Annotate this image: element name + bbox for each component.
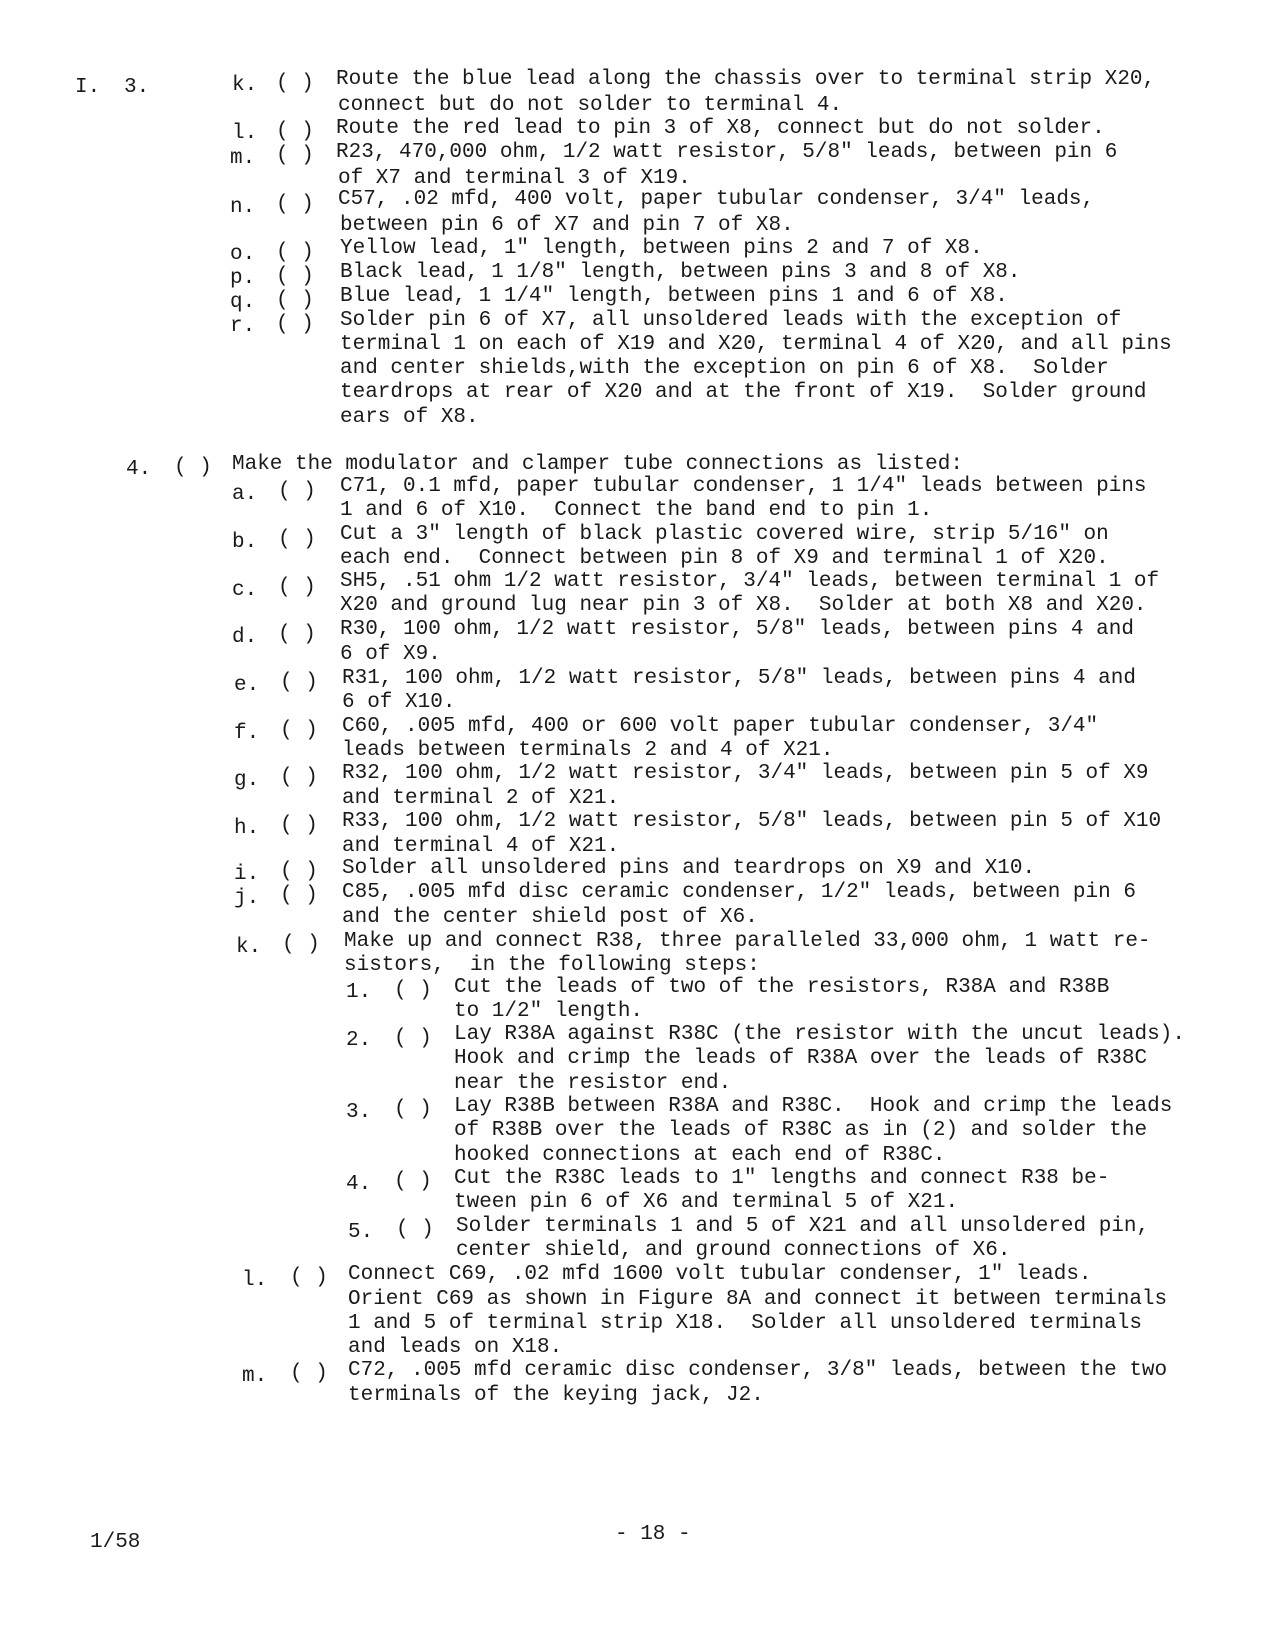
item-text-line: Route the blue lead along the chassis over to terminal strip X20, xyxy=(336,68,1156,91)
item-text-line: Orient C69 as shown in Figure 8A and connect it between terminals xyxy=(348,1288,1168,1311)
item-text-line: center shield, and ground connections of X6. xyxy=(456,1239,1011,1262)
item-text-line: R31, 100 ohm, 1/2 watt resistor, 5/8" leads, between pins 4 and xyxy=(342,667,1136,690)
step-number: 4. xyxy=(126,458,152,481)
item-letter: l. xyxy=(242,1269,268,1292)
item-text-line: C72, .005 mfd ceramic disc condenser, 3/8" leads, between the two xyxy=(348,1359,1168,1382)
item-text-line: C71, 0.1 mfd, paper tubular condenser, 1 1/4" leads between pins xyxy=(340,475,1147,498)
item-text-line: Yellow lead, 1" length, between pins 2 and 7 of X8. xyxy=(340,237,983,260)
item-text-line: 1 and 5 of terminal strip X18. Solder all unsoldered terminals xyxy=(348,1312,1142,1335)
item-text-line: and terminal 4 of X21. xyxy=(342,835,620,858)
item-letter: o. xyxy=(230,243,256,266)
item-letter: f. xyxy=(234,722,260,745)
item-text-line: Black lead, 1 1/8" length, between pins 3 and 8 of X8. xyxy=(340,261,1021,284)
item-text-line: R30, 100 ohm, 1/2 watt resistor, 5/8" leads, between pins 4 and xyxy=(340,618,1134,641)
item-text-line: Solder all unsoldered pins and teardrops on X9 and X10. xyxy=(342,857,1036,880)
substep-number: 5. xyxy=(348,1221,374,1244)
item-letter: j. xyxy=(234,887,260,910)
item-text-line: terminal 1 on each of X19 and X20, terminal 4 of X20, and all pins xyxy=(340,333,1172,356)
item-text-line: Lay R38B between R38A and R38C. Hook and crimp the leads xyxy=(454,1095,1173,1118)
item-text-line: Make up and connect R38, three paralleled 33,000 ohm, 1 watt re- xyxy=(344,930,1151,953)
item-text-line: between pin 6 of X7 and pin 7 of X8. xyxy=(340,214,794,237)
item-text-line: each end. Connect between pin 8 of X9 and terminal 1 of X20. xyxy=(340,547,1109,570)
item-letter: e. xyxy=(234,674,260,697)
substep-number: 1. xyxy=(346,981,372,1004)
item-text-line: near the resistor end. xyxy=(454,1072,732,1095)
item-letter: a. xyxy=(232,483,258,506)
item-text-line: Hook and crimp the leads of R38A over the leads of R38C xyxy=(454,1047,1148,1070)
checkbox[interactable]: ( ) xyxy=(276,120,314,143)
checkbox[interactable]: ( ) xyxy=(396,1218,434,1241)
item-text-line: Cut the leads of two of the resistors, R38A and R38B xyxy=(454,976,1110,999)
checkbox[interactable]: ( ) xyxy=(276,265,314,288)
item-text-line: Route the red lead to pin 3 of X8, connect but do not solder. xyxy=(336,117,1105,140)
checkbox[interactable]: ( ) xyxy=(276,313,314,336)
checkbox[interactable]: ( ) xyxy=(276,193,314,216)
item-letter: d. xyxy=(232,626,258,649)
section-number: I. xyxy=(75,76,101,99)
substep-number: 2. xyxy=(346,1029,372,1052)
item-text-line: of X7 and terminal 3 of X19. xyxy=(338,167,691,190)
item-text-line: Lay R38A against R38C (the resistor with the uncut leads). xyxy=(454,1023,1185,1046)
item-text-line: C60, .005 mfd, 400 or 600 volt paper tubular condenser, 3/4" xyxy=(342,715,1099,738)
item-text-line: and terminal 2 of X21. xyxy=(342,787,620,810)
item-letter: c. xyxy=(232,579,258,602)
item-text-line: leads between terminals 2 and 4 of X21. xyxy=(342,739,834,762)
checkbox[interactable]: ( ) xyxy=(276,289,314,312)
item-text-line: and center shields,with the exception on pin 6 of X8. Solder xyxy=(340,357,1109,380)
step-intro: Make the modulator and clamper tube connections as listed: xyxy=(232,453,963,476)
item-text-line: sistors, in the following steps: xyxy=(344,954,760,977)
item-text-line: R23, 470,000 ohm, 1/2 watt resistor, 5/8" leads, between pin 6 xyxy=(336,141,1118,164)
item-letter: m. xyxy=(242,1365,268,1388)
item-text-line: 1 and 6 of X10. Connect the band end to pin 1. xyxy=(340,499,933,522)
checkbox[interactable]: ( ) xyxy=(394,1027,432,1050)
page-number: - 18 - xyxy=(615,1523,691,1546)
item-text-line: X20 and ground lug near pin 3 of X8. Solder at both X8 and X20. xyxy=(340,594,1147,617)
item-letter: n. xyxy=(230,196,256,219)
checkbox[interactable]: ( ) xyxy=(278,576,316,599)
item-letter: m. xyxy=(230,147,256,170)
item-letter: k. xyxy=(232,74,258,97)
item-text-line: terminals of the keying jack, J2. xyxy=(348,1384,764,1407)
item-text-line: C57, .02 mfd, 400 volt, paper tubular condenser, 3/4" leads, xyxy=(338,188,1095,211)
item-letter: i. xyxy=(234,863,260,886)
item-letter: h. xyxy=(234,817,260,840)
item-text-line: to 1/2" length. xyxy=(454,1000,644,1023)
item-text-line: SH5, .51 ohm 1/2 watt resistor, 3/4" leads, between terminal 1 of xyxy=(340,570,1160,593)
item-letter: k. xyxy=(236,936,262,959)
checkbox[interactable]: ( ) xyxy=(280,719,318,742)
checkbox[interactable]: ( ) xyxy=(280,671,318,694)
substep-number: 3. xyxy=(346,1101,372,1124)
checkbox[interactable]: ( ) xyxy=(276,241,314,264)
item-text-line: and the center shield post of X6. xyxy=(342,906,758,929)
item-text-line: ears of X8. xyxy=(340,406,479,429)
item-text-line: and leads on X18. xyxy=(348,1336,563,1359)
checkbox[interactable]: ( ) xyxy=(280,884,318,907)
checkbox[interactable]: ( ) xyxy=(394,979,432,1002)
item-letter: q. xyxy=(230,291,256,314)
item-text-line: Solder terminals 1 and 5 of X21 and all unsoldered pin, xyxy=(456,1215,1150,1238)
checkbox[interactable]: ( ) xyxy=(174,456,212,479)
item-letter: l. xyxy=(232,122,258,145)
checkbox[interactable]: ( ) xyxy=(280,814,318,837)
checkbox[interactable]: ( ) xyxy=(290,1362,328,1385)
item-text-line: Cut a 3" length of black plastic covered wire, strip 5/16" on xyxy=(340,523,1109,546)
checkbox[interactable]: ( ) xyxy=(280,860,318,883)
item-text-line: Connect C69, .02 mfd 1600 volt tubular condenser, 1" leads. xyxy=(348,1263,1092,1286)
item-text-line: teardrops at rear of X20 and at the front of X19. Solder ground xyxy=(340,381,1147,404)
item-text-line: of R38B over the leads of R38C as in (2) and solder the xyxy=(454,1119,1148,1142)
item-text-line: Cut the R38C leads to 1" lengths and connect R38 be- xyxy=(454,1167,1110,1190)
checkbox[interactable]: ( ) xyxy=(278,528,316,551)
checkbox[interactable]: ( ) xyxy=(276,144,314,167)
item-text-line: R33, 100 ohm, 1/2 watt resistor, 5/8" leads, between pin 5 of X10 xyxy=(342,810,1162,833)
checkbox[interactable]: ( ) xyxy=(394,1170,432,1193)
checkbox[interactable]: ( ) xyxy=(282,933,320,956)
checkbox[interactable]: ( ) xyxy=(278,480,316,503)
item-letter: g. xyxy=(234,769,260,792)
item-text-line: Solder pin 6 of X7, all unsoldered leads with the exception of xyxy=(340,309,1122,332)
step-number: 3. xyxy=(124,76,150,99)
item-text-line: Blue lead, 1 1/4" length, between pins 1 and 6 of X8. xyxy=(340,285,1008,308)
item-text-line: tween pin 6 of X6 and terminal 5 of X21. xyxy=(454,1191,959,1214)
item-text-line: 6 of X10. xyxy=(342,691,456,714)
item-text-line: connect but do not solder to terminal 4. xyxy=(338,94,843,117)
item-letter: p. xyxy=(230,267,256,290)
checkbox[interactable]: ( ) xyxy=(290,1266,328,1289)
checkbox[interactable]: ( ) xyxy=(278,623,316,646)
item-text-line: C85, .005 mfd disc ceramic condenser, 1/2" leads, between pin 6 xyxy=(342,881,1136,904)
item-text-line: hooked connections at each end of R38C. xyxy=(454,1144,946,1167)
footer-date: 1/58 xyxy=(90,1531,141,1554)
item-letter: b. xyxy=(232,531,258,554)
checkbox[interactable]: ( ) xyxy=(280,766,318,789)
item-text-line: 6 of X9. xyxy=(340,643,441,666)
substep-number: 4. xyxy=(346,1173,372,1196)
item-text-line: R32, 100 ohm, 1/2 watt resistor, 3/4" leads, between pin 5 of X9 xyxy=(342,762,1149,785)
item-letter: r. xyxy=(230,315,256,338)
checkbox[interactable]: ( ) xyxy=(394,1098,432,1121)
checkbox[interactable]: ( ) xyxy=(276,72,314,95)
